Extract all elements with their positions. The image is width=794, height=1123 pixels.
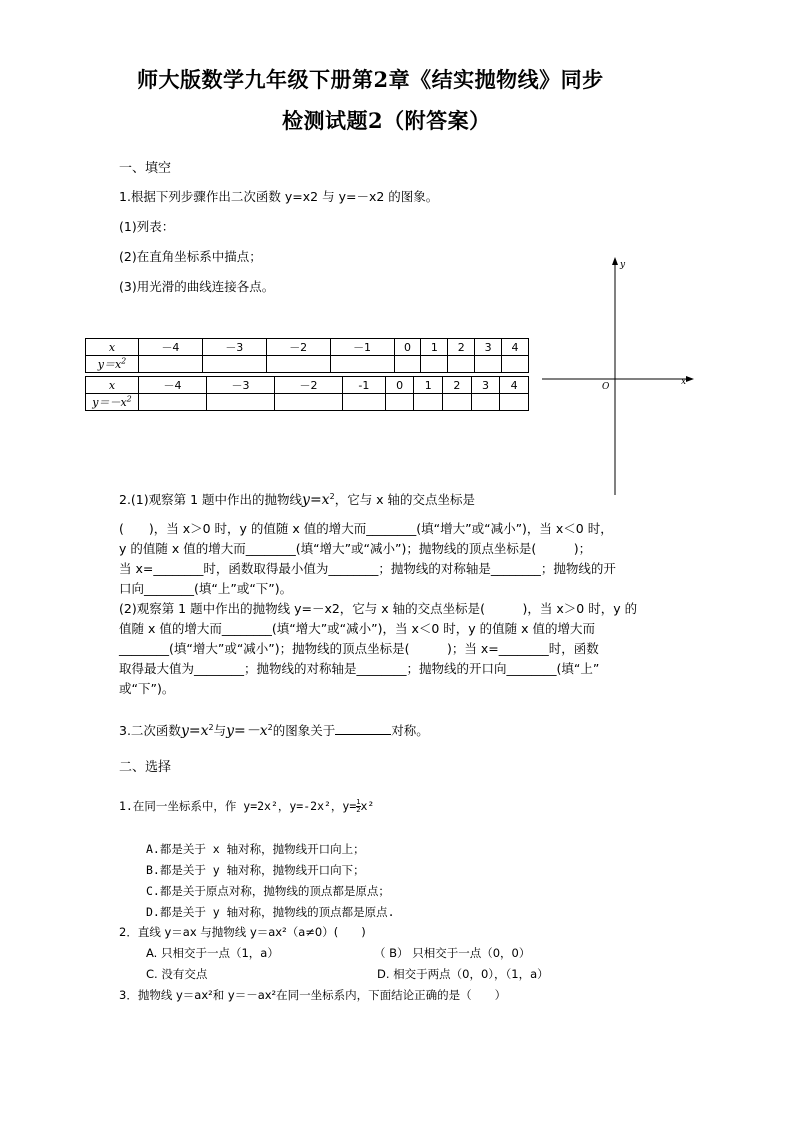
table2-y-cell[interactable] xyxy=(500,394,529,411)
table2-x-cell: 3 xyxy=(471,377,500,394)
q1-text: 1.根据下列步骤作出二次函数 y=x2 与 y=－x2 的图象。 xyxy=(119,189,439,204)
fraction-denominator: 2 xyxy=(356,806,361,814)
q2-intro-post: ，它与 x 轴的交点坐标是 xyxy=(334,492,476,507)
section2-heading: 二、选择 xyxy=(119,760,172,775)
table1-y-label: y＝x xyxy=(97,358,122,371)
q2-intro-fn: y=x xyxy=(302,492,330,508)
q2-line8: 取得最大值为________；抛物线的对称轴是________；抛物线的开口向________(填“上” xyxy=(119,661,600,676)
document-title-line2 xyxy=(282,105,491,135)
choice1-option-d[interactable]: D.都是关于 y 轴对称，抛物线的顶点都是原点. xyxy=(146,905,395,919)
q2-line7: ________(填“增大”或“减小”)；抛物线的顶点坐标是( )；当 x=________时，函数 xyxy=(119,641,599,656)
choice2-option-c[interactable]: C. 没有交点 xyxy=(146,967,208,981)
table2-x-cell: 4 xyxy=(500,377,529,394)
title-line1-pre: 师大版数学九年级下册第 xyxy=(137,68,374,92)
q2-line9: 或“下”)。 xyxy=(119,681,175,696)
table2-x-cell: 1 xyxy=(414,377,443,394)
q3-sup2: 2 xyxy=(267,722,273,732)
table1-x-cell: －2 xyxy=(266,339,330,356)
table1-x-cell: 1 xyxy=(421,339,448,356)
table1-y-cell[interactable] xyxy=(394,356,421,373)
q3-post1: 的图象关于 xyxy=(272,723,336,738)
choice2-stem: 2．直线 y＝ax 与抛物线 y＝ax²（a≠0）( ) xyxy=(119,925,366,939)
choice1-stem-pre: 1.在同一坐标系中，作 y=2x²，y=-2x²，y= xyxy=(119,799,357,813)
table1-x-cell: 0 xyxy=(394,339,421,356)
value-table-negative xyxy=(85,376,529,411)
choice2-option-d[interactable]: D. 相交于两点（0，0），（1，a） xyxy=(377,967,549,981)
title-line2-num: 2 xyxy=(368,108,384,133)
table2-y-cell[interactable] xyxy=(139,394,207,411)
document-title-line1 xyxy=(137,64,604,94)
x-axis-arrow xyxy=(686,376,694,382)
q2-intro xyxy=(119,490,475,508)
choice2-option-a[interactable]: A. 只相交于一点（1，a） xyxy=(146,946,279,960)
coordinate-axes xyxy=(538,255,698,500)
table2-y-cell[interactable] xyxy=(385,394,414,411)
q2-line3: 当 x=________时，函数取得最小值为________；抛物线的对称轴是________；抛物线的开 xyxy=(119,561,616,576)
q3-text xyxy=(119,720,429,740)
title-line1-num: 2 xyxy=(373,67,389,92)
q3-answer-blank[interactable] xyxy=(335,722,391,735)
table1-y-cell[interactable] xyxy=(421,356,448,373)
choice3-stem: 3．抛物线 y＝ax²和 y＝－ax²在同一坐标系内，下面结论正确的是（ ） xyxy=(119,988,507,1002)
section1-heading: 一、填空 xyxy=(119,161,172,176)
table2-y-row xyxy=(86,394,529,411)
q3-sup1: 2 xyxy=(208,722,214,732)
table2-x-cell: 2 xyxy=(443,377,472,394)
table1-y-cell[interactable] xyxy=(475,356,502,373)
q3-fn1: y=x xyxy=(180,723,209,739)
table1-x-header: x xyxy=(86,339,139,356)
choice1-option-c[interactable]: C.都是关于原点对称，抛物线的顶点都是原点； xyxy=(146,884,390,898)
table2-x-cell: －4 xyxy=(139,377,207,394)
q1-step2: (2)在直角坐标系中描点； xyxy=(119,249,262,264)
table2-y-cell[interactable] xyxy=(275,394,343,411)
table2-y-label: y＝－x xyxy=(92,396,127,409)
table2-y-cell[interactable] xyxy=(207,394,275,411)
table1-y-cell[interactable] xyxy=(202,356,266,373)
q2-intro-pre: 2.(1)观察第 1 题中作出的抛物线 xyxy=(119,492,303,507)
title-line2-pre: 检测试题 xyxy=(282,109,368,133)
q3-fn2: y=－x xyxy=(226,723,268,739)
q2-intro-sup: 2 xyxy=(329,491,335,501)
q2-line4: 口向________(填“上”或“下”)。 xyxy=(119,581,293,596)
choice1-stem-post: x² xyxy=(360,799,375,813)
table2-y-cell[interactable] xyxy=(414,394,443,411)
table1-y-cell[interactable] xyxy=(502,356,529,373)
table1-x-row xyxy=(86,339,529,356)
y-axis-label: y xyxy=(620,260,626,270)
table2-y-cell[interactable] xyxy=(471,394,500,411)
table1-y-cell[interactable] xyxy=(448,356,475,373)
table2-x-cell: －2 xyxy=(275,377,343,394)
table1-x-cell: 2 xyxy=(448,339,475,356)
table2-y-sup: 2 xyxy=(126,394,132,404)
q2-line6: 值随 x 值的增大而________(填“增大”或“减小”)，当 x＜0 时，y 的值随 x 值的增大而 xyxy=(119,621,596,636)
table2-x-row xyxy=(86,377,529,394)
q1-step1: (1)列表： xyxy=(119,219,175,234)
q1-step3: (3)用光滑的曲线连接各点。 xyxy=(119,279,275,294)
table1-x-cell: －4 xyxy=(139,339,203,356)
choice1-option-b[interactable]: B.都是关于 y 轴对称，抛物线开口向下； xyxy=(146,863,365,877)
y-axis-arrow xyxy=(612,257,618,265)
q3-pre: 3.二次函数 xyxy=(119,723,181,738)
q2-line1: ( )，当 x＞0 时，y 的值随 x 值的增大而________(填“增大”或“减小”)，当 x＜0 时， xyxy=(119,521,613,536)
table2-y-cell[interactable] xyxy=(343,394,386,411)
q2-line5: (2)观察第 1 题中作出的抛物线 y=－x2，它与 x 轴的交点坐标是( )，当 x＞0 时，y 的 xyxy=(119,601,638,616)
table2-x-header: x xyxy=(86,377,139,394)
table2-x-cell: －3 xyxy=(207,377,275,394)
table1-y-row xyxy=(86,356,529,373)
q3-post2: 对称。 xyxy=(391,723,429,738)
q3-mid: 与 xyxy=(213,723,227,738)
choice1-stem xyxy=(119,798,374,814)
table1-y-header xyxy=(86,356,139,373)
table1-x-cell: －3 xyxy=(202,339,266,356)
choice2-option-b[interactable]: （ B） 只相交于一点（0，0） xyxy=(374,946,531,960)
table1-y-sup: 2 xyxy=(121,356,127,366)
table1-y-cell[interactable] xyxy=(330,356,394,373)
title-line2-post: （附答案） xyxy=(383,109,491,133)
q2-line2: y 的值随 x 值的增大而________(填“增大”或“减小”)；抛物线的顶点坐标是( )； xyxy=(119,541,592,556)
table1-x-cell: －1 xyxy=(330,339,394,356)
table2-y-header xyxy=(86,394,139,411)
fraction-numerator: 1 xyxy=(356,798,361,806)
table2-x-cell: -1 xyxy=(343,377,386,394)
table2-x-cell: 0 xyxy=(385,377,414,394)
table1-y-cell[interactable] xyxy=(266,356,330,373)
choice1-option-a[interactable]: A.都是关于 x 轴对称，抛物线开口向上； xyxy=(146,842,365,856)
x-axis-label: x xyxy=(681,377,687,387)
table2-y-cell[interactable] xyxy=(443,394,472,411)
table1-x-cell: 3 xyxy=(475,339,502,356)
value-table-positive xyxy=(85,338,529,373)
table1-y-cell[interactable] xyxy=(139,356,203,373)
origin-label: O xyxy=(602,382,610,392)
title-line1-post: 章《结实抛物线》同步 xyxy=(388,68,604,92)
table1-x-cell: 4 xyxy=(502,339,529,356)
